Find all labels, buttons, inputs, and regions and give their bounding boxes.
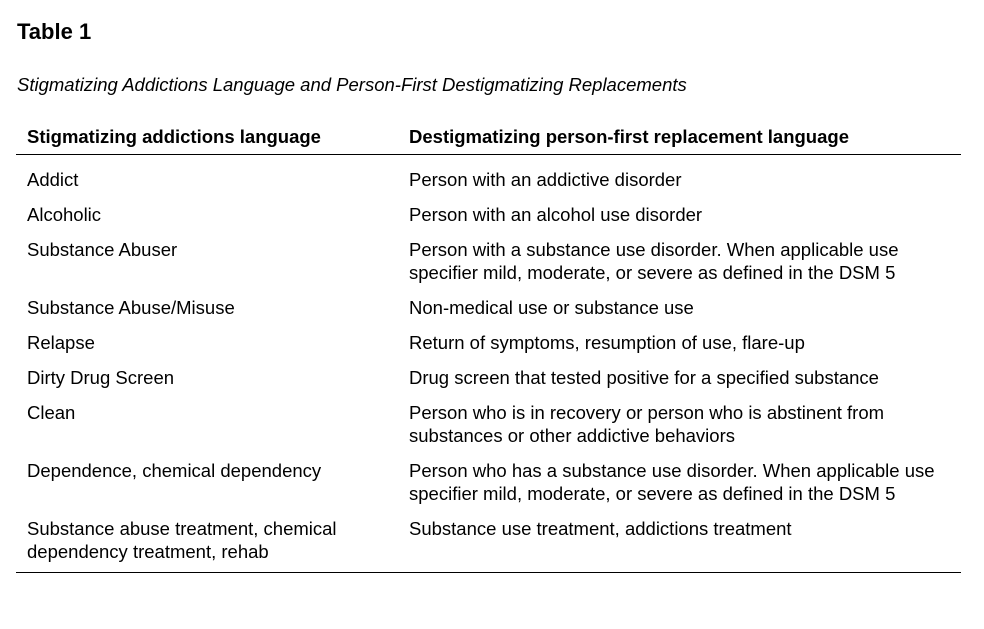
- replacement-term: Person with an alcohol use disorder: [409, 204, 703, 225]
- replacement-term: Drug screen that tested positive for a specified substance: [409, 367, 879, 388]
- table-row: [16, 366, 961, 401]
- stigmatizing-term: Alcoholic: [27, 204, 102, 225]
- replacement-term: Substance use treatment, addictions treatment: [398, 517, 961, 573]
- table-row: [16, 296, 961, 331]
- table-row: [16, 331, 961, 366]
- column-header-replacement: Destigmatizing person-first replacement language: [398, 124, 961, 155]
- replacement-term: Return of symptoms, resumption of use, flare-up: [409, 332, 805, 353]
- replacement-term: Person with a substance use disorder. When applicable use specifier mild, moderate, or severe as defined in the DSM 5: [409, 239, 899, 283]
- table-row: [16, 459, 961, 517]
- table-row: [16, 517, 961, 573]
- table-caption: Stigmatizing Addictions Language and Person-First Destigmatizing Replacements: [17, 74, 687, 95]
- stigmatizing-term: Dependence, chemical dependency: [27, 460, 322, 481]
- stigmatizing-term: Substance abuse treatment, chemical dependency treatment, rehab: [16, 517, 398, 573]
- table-row: [16, 203, 961, 238]
- replacement-term: Person who has a substance use disorder. When applicable use specifier mild, moderate, or severe as defined in the DSM 5: [409, 460, 935, 504]
- replacement-term: Non-medical use or substance use: [409, 297, 694, 318]
- stigmatizing-term: Addict: [27, 169, 79, 190]
- stigmatizing-term: Substance Abuser: [27, 239, 178, 260]
- stigmatizing-term: Clean: [27, 402, 76, 423]
- table-row: [16, 155, 961, 204]
- language-table: [16, 124, 961, 573]
- table-label: Table 1: [17, 19, 92, 44]
- replacement-term: Person with an addictive disorder: [409, 169, 682, 190]
- table-row: [16, 401, 961, 459]
- stigmatizing-term: Relapse: [27, 332, 95, 353]
- table-header-row: [16, 124, 961, 155]
- column-header-stigmatizing: Stigmatizing addictions language: [16, 124, 398, 155]
- table-row: [16, 238, 961, 296]
- stigmatizing-term: Dirty Drug Screen: [27, 367, 175, 388]
- stigmatizing-term: Substance Abuse/Misuse: [27, 297, 235, 318]
- replacement-term: Person who is in recovery or person who is abstinent from substances or other addictive behaviors: [409, 402, 885, 446]
